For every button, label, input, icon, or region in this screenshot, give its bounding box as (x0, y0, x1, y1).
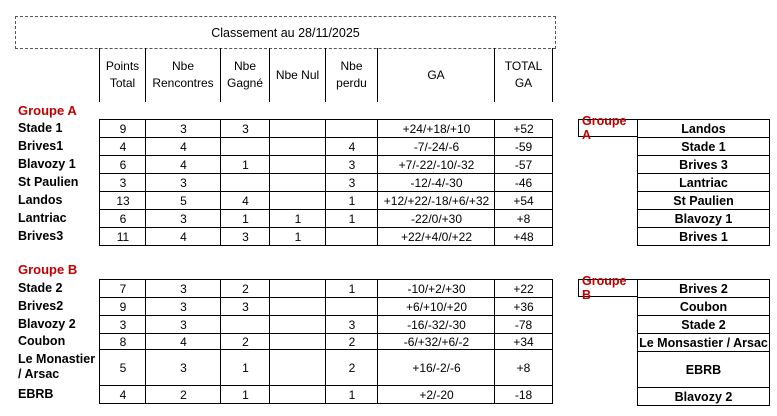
table-cell: 13 (99, 191, 146, 210)
table-cell: -22/0/+30 (377, 209, 495, 228)
team-name: EBRB (18, 386, 54, 401)
table-cell: 7 (99, 279, 146, 298)
table-cell: -7/-24/-6 (377, 137, 495, 156)
table-cell: +7/-22/-10/-32 (377, 155, 495, 174)
ranking-entry: Brives 1 (637, 227, 770, 246)
column-header: Nbe perdu (325, 48, 377, 102)
team-name: Coubon (18, 333, 66, 348)
team-name: Blavozy 1 (18, 156, 76, 171)
table-cell: 3 (145, 119, 221, 138)
team-name: St Paulien (18, 174, 79, 189)
table-cell: 3 (99, 173, 146, 192)
table-cell (220, 137, 270, 156)
table-cell: 1 (325, 279, 378, 298)
table-cell: 6 (99, 155, 146, 174)
table-cell: +8 (494, 209, 553, 228)
table-cell (269, 137, 326, 156)
table-cell: -6/+32/+6/-2 (377, 333, 495, 350)
page-title: Classement au 28/11/2025 (15, 16, 556, 49)
column-header: Nbe Gagné (220, 48, 269, 102)
team-name: Stade 1 (18, 120, 63, 135)
column-header: Points Total (99, 48, 145, 102)
table-cell: 1 (220, 155, 270, 174)
table-cell (269, 333, 326, 350)
table-cell: +8 (494, 349, 553, 386)
table-cell: 8 (99, 333, 146, 350)
table-cell (269, 385, 326, 404)
table-cell: 4 (145, 137, 221, 156)
table-cell: 1 (220, 349, 270, 386)
table-cell (325, 227, 378, 246)
ranking-entry: St Paulien (637, 191, 770, 210)
table-cell: +36 (494, 297, 553, 316)
ranking-entry: Coubon (637, 297, 770, 316)
table-cell: 3 (145, 279, 221, 298)
table-cell: 1 (269, 209, 326, 228)
table-cell: 1 (325, 385, 378, 404)
table-cell: 3 (220, 119, 270, 138)
table-cell: 1 (220, 385, 270, 404)
table-cell: +16/-2/-6 (377, 349, 495, 386)
table-cell: 11 (99, 227, 146, 246)
team-name: Blavozy 2 (18, 316, 76, 331)
table-cell: 2 (220, 333, 270, 350)
team-name: Lantriac (18, 210, 67, 225)
table-cell: 5 (99, 349, 146, 386)
table-cell: 3 (145, 173, 221, 192)
table-cell: 3 (220, 227, 270, 246)
table-cell (269, 155, 326, 174)
table-cell: 2 (145, 385, 221, 404)
ranking-entry: EBRB (637, 351, 770, 388)
table-cell: 3 (220, 297, 270, 316)
group-label: Groupe A (18, 103, 77, 118)
table-cell: 3 (145, 349, 221, 386)
table-cell: 2 (325, 349, 378, 386)
ranking-entry: Landos (637, 119, 770, 138)
table-cell (269, 315, 326, 334)
group-label: Groupe B (18, 262, 78, 277)
table-cell (325, 297, 378, 316)
table-cell: +54 (494, 191, 553, 210)
table-cell: 3 (325, 173, 378, 192)
column-header: GA (377, 48, 494, 102)
table-cell: 4 (99, 385, 146, 404)
ranking-entry: Stade 2 (637, 315, 770, 334)
table-cell: +2/-20 (377, 385, 495, 404)
ranking-group-label: Groupe B (578, 279, 638, 297)
table-cell: -59 (494, 137, 553, 156)
team-name: Brives1 (18, 138, 64, 153)
column-header: Nbe Rencontres (145, 48, 220, 102)
table-cell: +12/+22/-18/+6/+32 (377, 191, 495, 210)
table-cell: -78 (494, 315, 553, 334)
table-cell (269, 279, 326, 298)
table-cell: 1 (325, 191, 378, 210)
table-cell: 1 (325, 209, 378, 228)
table-cell: 3 (99, 315, 146, 334)
table-cell: 9 (99, 297, 146, 316)
table-cell: 2 (325, 333, 378, 350)
table-cell: 4 (325, 137, 378, 156)
table-cell (269, 349, 326, 386)
table-cell: -46 (494, 173, 553, 192)
table-cell: 2 (220, 279, 270, 298)
ranking-entry: Le Monsastier / Arsac (637, 333, 770, 352)
table-cell: 4 (220, 191, 270, 210)
table-cell: 1 (220, 209, 270, 228)
table-cell: +52 (494, 119, 553, 138)
ranking-entry: Brives 3 (637, 155, 770, 174)
table-cell: 4 (145, 227, 221, 246)
table-cell: 1 (269, 227, 326, 246)
table-cell: -18 (494, 385, 553, 404)
team-name: Le Monastier / Arsac (18, 352, 96, 381)
table-cell: 4 (145, 155, 221, 174)
table-cell: 3 (145, 315, 221, 334)
team-name: Landos (18, 192, 63, 207)
table-cell (220, 315, 270, 334)
table-cell: +22/+4/0/+22 (377, 227, 495, 246)
table-cell: 3 (145, 297, 221, 316)
team-name: Brives2 (18, 298, 64, 313)
table-cell: 3 (325, 315, 378, 334)
ranking-entry: Blavozy 1 (637, 209, 770, 228)
ranking-group-label: Groupe A (578, 119, 638, 137)
table-cell (269, 173, 326, 192)
table-cell: -10/+2/+30 (377, 279, 495, 298)
table-cell: +22 (494, 279, 553, 298)
table-cell: 4 (145, 333, 221, 350)
table-cell: 4 (99, 137, 146, 156)
team-name: Brives3 (18, 228, 64, 243)
table-cell: 9 (99, 119, 146, 138)
table-cell: 5 (145, 191, 221, 210)
table-cell (269, 191, 326, 210)
table-cell: -12/-4/-30 (377, 173, 495, 192)
ranking-entry: Blavozy 2 (637, 387, 770, 406)
table-cell: +24/+18/+10 (377, 119, 495, 138)
team-name: Stade 2 (18, 280, 63, 295)
column-header: TOTAL GA (494, 48, 553, 102)
table-cell: +48 (494, 227, 553, 246)
ranking-entry: Lantriac (637, 173, 770, 192)
table-cell: 6 (99, 209, 146, 228)
ranking-entry: Brives 2 (637, 279, 770, 298)
table-cell (269, 297, 326, 316)
table-cell: +6/+10/+20 (377, 297, 495, 316)
table-cell: -57 (494, 155, 553, 174)
table-cell: 3 (145, 209, 221, 228)
column-header: Nbe Nul (269, 48, 325, 102)
table-cell: +34 (494, 333, 553, 350)
table-cell (269, 119, 326, 138)
ranking-entry: Stade 1 (637, 137, 770, 156)
table-cell (220, 173, 270, 192)
table-cell (325, 119, 378, 138)
table-cell: -16/-32/-30 (377, 315, 495, 334)
table-cell: 3 (325, 155, 378, 174)
